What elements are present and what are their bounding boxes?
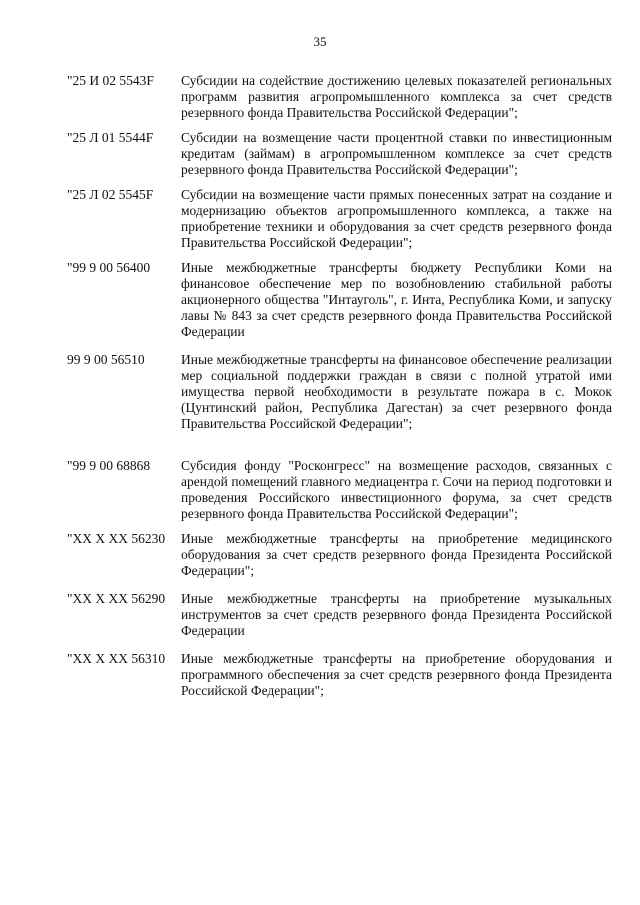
- list-item: [67, 130, 612, 178]
- list-item: [67, 458, 612, 522]
- budget-description: Иные межбюджетные трансферты на приобретение медицинского оборудования за счет средств резервного фонда Президента Российской Федерации";: [181, 531, 612, 578]
- budget-description: Иные межбюджетные трансферты на приобретение музыкальных инструментов за счет средств резервного фонда Президента Российской Федерации: [181, 591, 612, 638]
- list-item: [67, 187, 612, 251]
- list-item: [67, 260, 612, 340]
- budget-code: 99 9 00 56510: [67, 352, 145, 367]
- budget-code: "ХХ Х ХХ 56230: [67, 531, 166, 546]
- budget-description: Иные межбюджетные трансферты на финансовое обеспечение реализации мер социальной поддержки граждан в связи с полной утратой ими имущества первой необходимости в результате пожара в с. Мокок (Цунтинский район, Республика Дагестан) за счет резервного фонда Правительства Российской Федерации";: [181, 352, 612, 431]
- budget-description: Субсидии на содействие достижению целевых показателей региональных программ развития агропромышленного комплекса за счет средств резервного фонда Правительства Российской Федерации";: [181, 73, 612, 120]
- list-item: [67, 651, 612, 699]
- budget-code: "25 Л 02 5545F: [67, 187, 154, 202]
- budget-description: Субсидия фонду "Росконгресс" на возмещение расходов, связанных с арендой помещений главного медиацентра г. Сочи на период подготовки и проведения Российского инвестиционного форума, за счет средств резервного фонда Правительства Российской Федерации";: [181, 458, 612, 521]
- budget-code: "99 9 00 68868: [67, 458, 151, 473]
- budget-description: Субсидии на возмещение части процентной ставки по инвестиционным кредитам (займам) в агропромышленном комплексе за счет средств резервного фонда Правительства Российской Федерации";: [181, 130, 612, 177]
- list-item: [67, 531, 612, 579]
- budget-code: "99 9 00 56400: [67, 260, 151, 275]
- list-item: [67, 591, 612, 639]
- budget-code: "ХХ Х ХХ 56310: [67, 651, 166, 666]
- budget-description: Иные межбюджетные трансферты бюджету Республики Коми на финансовое обеспечение мер по возобновлению стабильной работы акционерного общества "Интауголь", г. Инта, Республика Коми, и запуску лавы № 843 за счет средств резервного фонда Правительства Российской Федерации: [181, 260, 612, 339]
- list-item: [67, 73, 612, 121]
- budget-code: "25 Л 01 5544F: [67, 130, 154, 145]
- budget-description: Иные межбюджетные трансферты на приобретение оборудования и программного обеспечения за счет средств резервного фонда Президента Российской Федерации";: [181, 651, 612, 698]
- list-item: [67, 352, 612, 432]
- budget-description: Субсидии на возмещение части прямых понесенных затрат на создание и модернизацию объектов агропромышленного комплекса, а также на приобретение техники и оборудования за счет средств резервного фонда Правительства Российской Федерации";: [181, 187, 612, 250]
- budget-code: "25 И 02 5543F: [67, 73, 154, 88]
- budget-code-list: [67, 73, 612, 699]
- budget-code: "ХХ Х ХХ 56290: [67, 591, 166, 606]
- page-number: 35: [313, 34, 327, 49]
